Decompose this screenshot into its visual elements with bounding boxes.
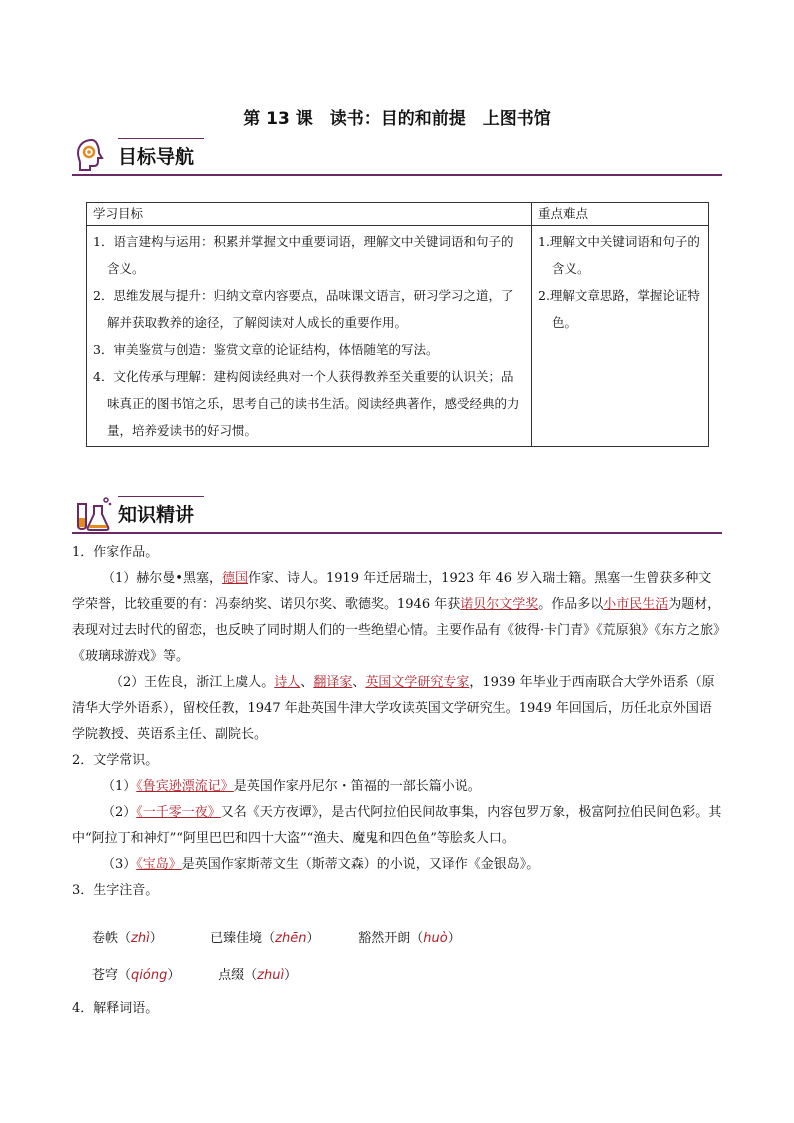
pinyin-item [210, 927, 354, 946]
text: ，1939 年毕业于西南联合大学外语系（原清华大学外语系），留校任教，1947 年赴英国牛津大学攻读英国文学研究生。1949 年回国后，历任北京外国语学院教授、英语系主任、副院长。 [72, 675, 715, 742]
text: 是英国作家丹尼尔・笛福的一部长篇小说。 [233, 779, 481, 794]
pinyin-item [92, 927, 206, 946]
col-header-keypoints: 重点难点 [532, 203, 709, 226]
text: （1）赫尔曼•黑塞， [102, 571, 222, 586]
answer-blank: 《宝岛》 [136, 857, 182, 872]
word: 豁然开朗（ [358, 931, 424, 946]
answer-blank: 德国 [221, 571, 248, 586]
answer-blank: 诺贝尔文学奖 [460, 597, 539, 612]
section-heading-goals [72, 136, 722, 176]
keypoints-cell [532, 226, 709, 447]
col-header-goals: 学习目标 [87, 203, 532, 226]
text: 。作品多以 [538, 597, 604, 612]
goal-item: 1．语言建构与运用：积累并掌握文中重要词语，理解文中关键词语和句子的含义。 [93, 234, 514, 276]
answer-blank: 《一千零一夜》 [136, 805, 221, 820]
pinyin-answer: huò [423, 931, 448, 946]
pinyin-row [92, 964, 297, 983]
section-top-rule [118, 496, 204, 497]
word: 苍穹（ [92, 968, 132, 983]
literature-item [72, 852, 724, 878]
text: （2）王佐良，浙江上虞人。 [110, 675, 275, 690]
pinyin-item [358, 927, 460, 946]
word: 卷帙（ [92, 931, 132, 946]
section-label: 知识精讲 [118, 504, 195, 526]
subheading-vocab: 4．解释词语。 [72, 1001, 159, 1016]
paragraph-hesse [72, 566, 724, 670]
knowledge-body [72, 540, 724, 904]
table-header-row [87, 203, 709, 226]
text: （1） [102, 779, 137, 794]
literature-item [72, 774, 724, 800]
paren: ） [447, 931, 461, 946]
table-row [87, 226, 709, 447]
pinyin-row [92, 927, 461, 946]
knowledge-body-end [72, 996, 724, 1022]
pinyin-answer: zhuì [257, 968, 285, 983]
pinyin-item [218, 964, 297, 983]
goals-table [86, 202, 709, 447]
word: 已臻佳境（ [210, 931, 276, 946]
text: 为题材，表现对过去时代的留恋，也反映了同时期人们的一些绝望心情。主要作品有《彼得·卡门青》《荒原狼》《东方之旅》《玻璃球游戏》等。 [72, 597, 721, 664]
pinyin-answer: qióng [131, 968, 168, 983]
text: 作家、诗人。1919 年迁居瑞士，1923 年 46 岁入瑞士籍。黑塞一生曾获多种文学荣誉，比较重要的有：冯泰纳奖、诺贝尔奖、歌德奖。1946 年获 [72, 571, 712, 612]
lab-flask-icon [72, 494, 112, 534]
word: 点缀（ [218, 968, 258, 983]
paragraph-wang [72, 670, 724, 748]
section-label: 目标导航 [118, 146, 195, 168]
section-heading-knowledge [72, 494, 722, 534]
keypoint-item: 2.理解文章思路，掌握论证特色。 [538, 288, 700, 330]
section-rule [72, 532, 722, 534]
subheading-pinyin: 3．生字注音。 [72, 883, 159, 898]
text: 、 [352, 675, 366, 690]
goals-cell [87, 226, 532, 447]
pinyin-answer: zhēn [275, 931, 307, 946]
text: 、 [300, 675, 314, 690]
text: 又名《天方夜谭》，是古代阿拉伯民间故事集，内容包罗万象，极富阿拉伯民间色彩。其中“阿拉丁和神灯”“阿里巴巴和四十大盗”“渔夫、魔鬼和四色鱼”等脍炙人口。 [72, 805, 722, 846]
text: 是英国作家斯蒂文生（斯蒂文森）的小说，又译作《金银岛》。 [181, 857, 540, 872]
paren: ） [149, 931, 163, 946]
section-top-rule [118, 138, 204, 139]
goal-item: 4．文化传承与理解：建构阅读经典对一个人获得教养至关重要的认识关；品味真正的图书馆之乐，思考自己的读书生活。阅读经典著作，感受经典的力量，培养爱读书的好习惯。 [93, 369, 520, 438]
subheading-authors: 1．作家作品。 [72, 545, 159, 560]
answer-blank: 《鲁宾逊漂流记》 [136, 779, 234, 794]
paren: ） [284, 968, 298, 983]
paren: ） [167, 968, 181, 983]
answer-blank: 小市民生活 [603, 597, 669, 612]
answer-blank: 翻译家 [313, 675, 353, 690]
section-rule [72, 174, 722, 176]
goal-item: 3．审美鉴赏与创造：鉴赏文章的论证结构，体悟随笔的写法。 [93, 342, 439, 357]
brain-gear-icon [72, 136, 112, 176]
page-title: 第 13 课 读书：目的和前提 上图书馆 [243, 109, 551, 129]
paren: ） [306, 931, 320, 946]
answer-blank: 英国文学研究专家 [365, 675, 470, 690]
keypoint-item: 1.理解文中关键词语和句子的含义。 [538, 234, 700, 276]
pinyin-item [92, 964, 214, 983]
pinyin-answer: zhì [131, 931, 150, 946]
literature-item [72, 800, 724, 852]
text: （3） [102, 857, 137, 872]
answer-blank: 诗人 [274, 675, 301, 690]
text: （2） [102, 805, 137, 820]
subheading-literature: 2．文学常识。 [72, 753, 159, 768]
goal-item: 2．思维发展与提升：归纳文章内容要点，品味课文语言，研习学习之道，了解并获取教养的途径，了解阅读对人成长的重要作用。 [93, 288, 514, 330]
